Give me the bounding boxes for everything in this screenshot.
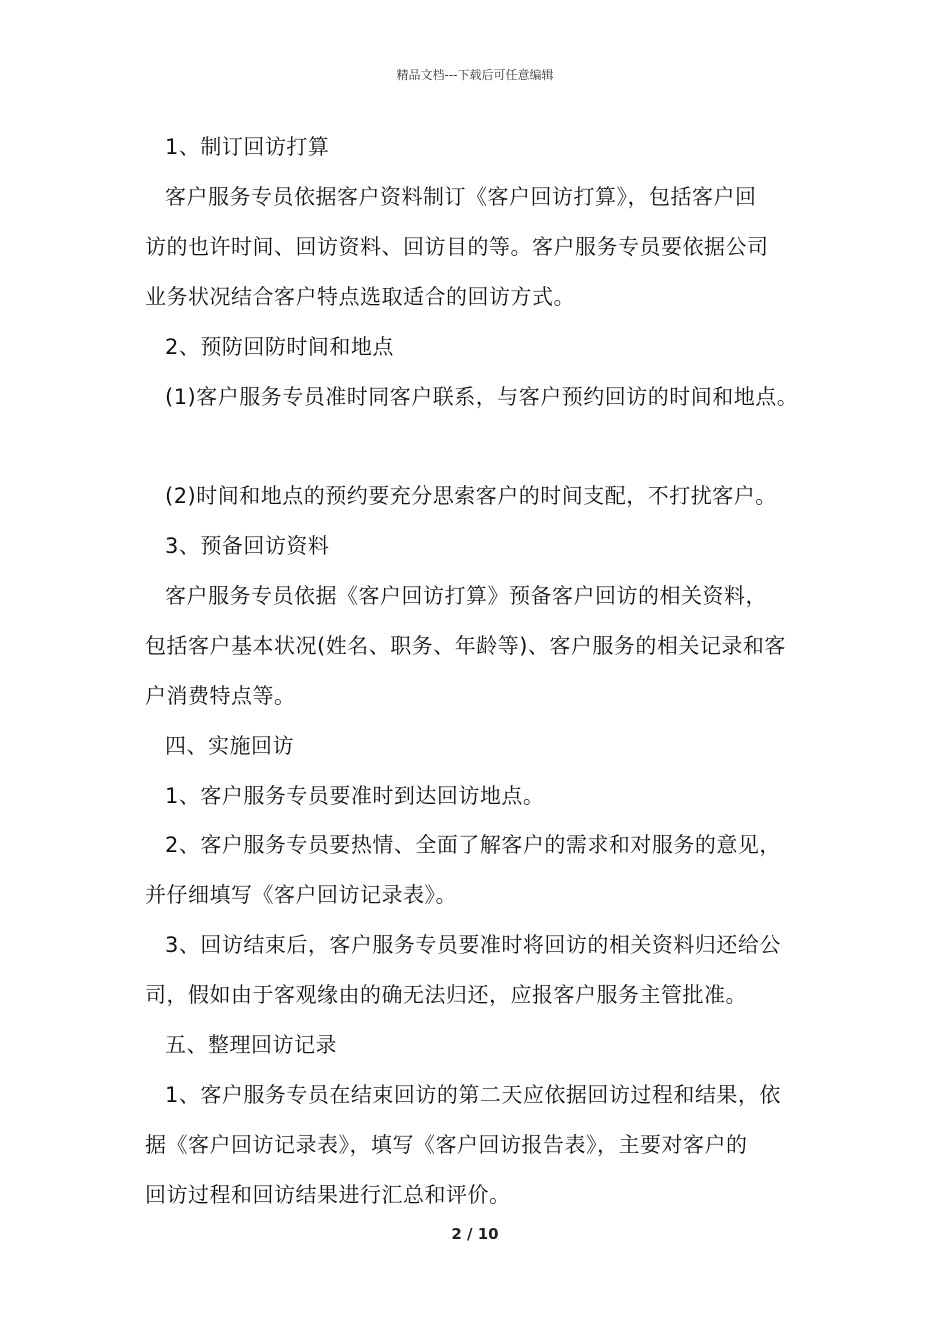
body-line: 3、预备回访资料 xyxy=(165,534,330,558)
body-line: 1、制订回访打算 xyxy=(165,135,330,159)
body-line: 2、预防回防时间和地点 xyxy=(165,335,394,359)
body-line: 据《客户回访记录表》，填写《客户回访报告表》，主要对客户的 xyxy=(145,1133,748,1157)
body-line: 1、客户服务专员在结束回访的第二天应依据回访过程和结果，依 xyxy=(165,1083,781,1107)
body-line: (2)时间和地点的预约要充分思索客户的时间支配，不打扰客户。 xyxy=(165,484,777,508)
body-line: 并仔细填写《客户回访记录表》。 xyxy=(145,883,457,907)
body-line: 回访过程和回访结果进行汇总和评价。 xyxy=(145,1183,511,1207)
body-line: 业务状况结合客户特点选取适合的回访方式。 xyxy=(145,285,575,309)
body-line: 司，假如由于客观缘由的确无法归还，应报客户服务主管批准。 xyxy=(145,983,747,1007)
body-line: 访的也许时间、回访资料、回访目的等。客户服务专员要依据公司 xyxy=(145,235,769,259)
body-line: (1)客户服务专员准时同客户联系，与客户预约回访的时间和地点。 xyxy=(165,385,799,409)
page-header: 精品文档---下载后可任意编辑 xyxy=(396,68,554,82)
body-line: 客户服务专员依据《客户回访打算》预备客户回访的相关资料， xyxy=(165,584,767,608)
body-line: 包括客户基本状况(姓名、职务、年龄等)、客户服务的相关记录和客 xyxy=(145,634,786,658)
section-heading: 五、整理回访记录 xyxy=(165,1033,337,1057)
body-line: 客户服务专员依据客户资料制订《客户回访打算》，包括客户回 xyxy=(165,185,757,209)
section-heading: 四、实施回访 xyxy=(165,734,294,758)
body-line: 1、客户服务专员要准时到达回访地点。 xyxy=(165,784,545,808)
body-line: 户消费特点等。 xyxy=(145,684,296,708)
body-line: 3、回访结束后，客户服务专员要准时将回访的相关资料归还给公 xyxy=(165,933,781,957)
body-line: 2、客户服务专员要热情、全面了解客户的需求和对服务的意见， xyxy=(165,833,781,857)
page-number: 2 / 10 xyxy=(451,1225,499,1243)
